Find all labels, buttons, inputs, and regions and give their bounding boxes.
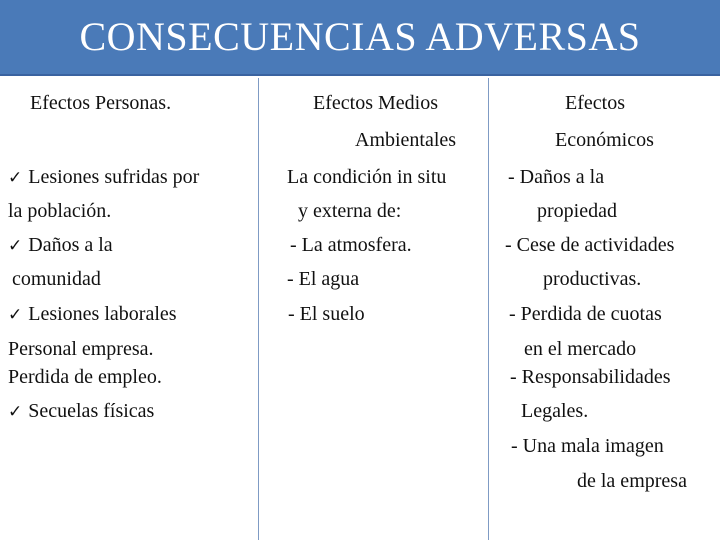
list-item-text: Daños a la (28, 234, 113, 256)
list-item: y externa de: (298, 200, 402, 222)
list-item-continuation: productivas. (543, 268, 642, 290)
list-item: - Cese de actividades (505, 234, 675, 256)
list-item: - Una mala imagen (511, 435, 664, 457)
list-item (8, 302, 177, 327)
column-header-economicos-line1: Efectos (565, 92, 625, 114)
column-header-ambientales-line1: Efectos Medios (313, 92, 438, 114)
column-header-ambientales-line2: Ambientales (355, 129, 457, 151)
list-item-continuation: Personal empresa. (8, 338, 154, 360)
check-icon: ✓ (8, 305, 23, 325)
list-item: - Responsabilidades (510, 366, 671, 388)
check-icon: ✓ (8, 402, 23, 422)
list-item: - El suelo (288, 303, 365, 325)
list-item-text: Secuelas físicas (28, 400, 155, 422)
check-icon: ✓ (8, 168, 23, 188)
list-item-continuation: de la empresa (577, 470, 687, 492)
list-item-continuation: Legales. (521, 400, 589, 422)
list-item-continuation: propiedad (537, 200, 617, 222)
column-header-economicos-line2: Económicos (555, 129, 654, 151)
list-item-text: Lesiones laborales (28, 303, 177, 325)
list-item (8, 165, 199, 190)
list-item-continuation: en el mercado (524, 338, 637, 360)
column-header-personas: Efectos Personas. (30, 92, 172, 114)
check-icon: ✓ (8, 236, 23, 256)
title-banner (0, 0, 720, 76)
list-item-text: Lesiones sufridas por (28, 166, 200, 188)
list-item: - Daños a la (508, 166, 605, 188)
list-item-continuation: comunidad (12, 268, 101, 290)
list-item (8, 399, 154, 424)
list-item: - Perdida de cuotas (509, 303, 662, 325)
list-item: La condición in situ (287, 166, 447, 188)
list-item-continuation: la población. (8, 200, 112, 222)
list-item: - La atmosfera. (290, 234, 412, 256)
list-item: - El agua (287, 268, 360, 290)
page-title: CONSECUENCIAS ADVERSAS (79, 14, 641, 59)
list-item (8, 233, 113, 258)
column-divider-right (488, 78, 489, 540)
column-divider-left (258, 78, 259, 540)
list-item-continuation: Perdida de empleo. (8, 366, 162, 388)
